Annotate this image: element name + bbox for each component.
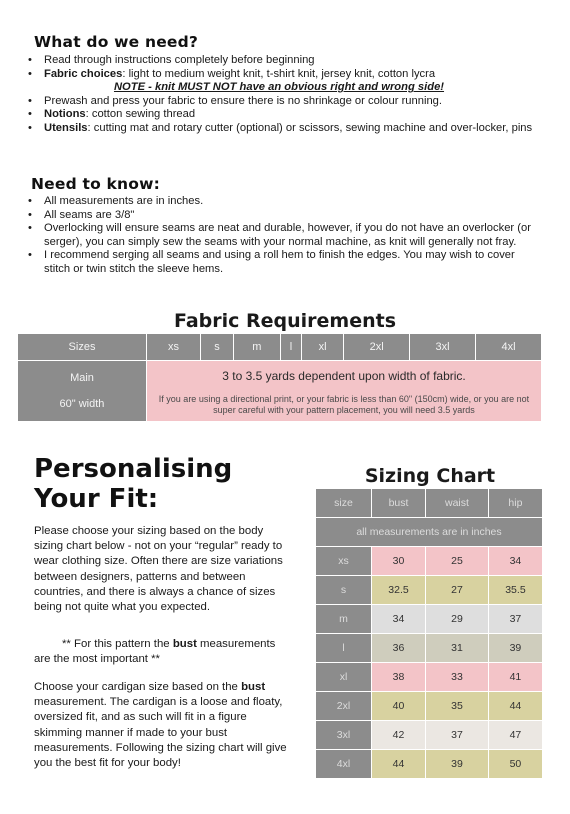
waist-cell: 33 (426, 663, 489, 692)
list-item: • Fabric choices: light to medium weight knit, t-shirt knit, jersey knit, cotton lycra (24, 68, 534, 82)
size-cell: m (316, 605, 372, 634)
size-cell: 3xl (316, 721, 372, 750)
header-cell: Sizes (18, 334, 147, 361)
sizing-chart-heading: Sizing Chart (364, 465, 496, 487)
list-item: • Notions: cotton sewing thread (24, 108, 534, 122)
waist-cell: 27 (426, 576, 489, 605)
list-item: • Read through instructions completely before beginning (24, 54, 534, 68)
header-cell: 4xl (476, 334, 542, 361)
bust-cell: 30 (372, 547, 426, 576)
size-cell: xs (316, 547, 372, 576)
fabric-main-row (18, 361, 542, 422)
fabric-requirements-heading: Fabric Requirements (173, 310, 397, 332)
waist-cell: 37 (426, 721, 489, 750)
need-to-know-list (24, 195, 534, 277)
table-row (316, 576, 543, 605)
header-cell: xs (147, 334, 201, 361)
header-cell: hip (488, 489, 542, 518)
waist-cell: 39 (426, 750, 489, 779)
table-row (316, 663, 543, 692)
yardage-cell (147, 361, 542, 422)
bust-important-paragraph: ** For this pattern the bust measurements are the most important ** (34, 638, 276, 666)
width-label: 60" width (59, 398, 105, 410)
table-row (316, 605, 543, 634)
inches-note: all measurements are in inches (316, 518, 543, 547)
bust-cell: 34 (372, 605, 426, 634)
table-row (316, 750, 543, 779)
yardage-note: If you are using a directional print, or your fabric is less than 60" (150cm) wide, or you are not super careful with your pattern placement, you will need 3.5 yards (158, 394, 530, 415)
hip-cell: 41 (488, 663, 542, 692)
waist-cell: 35 (426, 692, 489, 721)
bust-cell: 40 (372, 692, 426, 721)
header-cell: s (201, 334, 234, 361)
fabric-note: NOTE - knit MUST NOT have an obvious right and wrong side! (113, 81, 445, 94)
fabric-requirements-table (17, 333, 542, 422)
hip-cell: 35.5 (488, 576, 542, 605)
cardigan-size-paragraph: Choose your cardigan size based on the bust measurement. The cardigan is a loose and floaty, oversized fit, and as such will fit in a figure skimming manner if made to your bust measurements. Following the sizing chart will give you the best fit for your body! (34, 681, 287, 770)
header-cell: waist (426, 489, 489, 518)
main-label-cell (18, 361, 147, 422)
bust-cell: 42 (372, 721, 426, 750)
table-row (316, 547, 543, 576)
size-cell: xl (316, 663, 372, 692)
sizing-intro-paragraph: Please choose your sizing based on the body sizing chart below - not on your “regular” ready to wear clothing size. Often there are size variations between designers, patterns and between countries, and there is always a chance of sizes being not quite what you expected. (34, 525, 283, 614)
bust-cell: 32.5 (372, 576, 426, 605)
list-item: • Utensils: cutting mat and rotary cutter (optional) or scissors, sewing machine and over-locker, pins (24, 122, 534, 136)
list-item: • Overlocking will ensure seams are neat and durable, however, if you do not have an overlocker (or serger), you can simply sew the seams with your normal machine, as knit will generally not fray. (24, 222, 534, 249)
size-cell: 2xl (316, 692, 372, 721)
sizing-header-row (316, 489, 543, 518)
sizing-note-row (316, 518, 543, 547)
list-item: • All seams are 3/8" (24, 209, 534, 223)
table-row (316, 692, 543, 721)
bust-cell: 44 (372, 750, 426, 779)
hip-cell: 50 (488, 750, 542, 779)
header-cell: l (280, 334, 301, 361)
size-cell: s (316, 576, 372, 605)
table-row (316, 634, 543, 663)
yardage-text: 3 to 3.5 yards dependent upon width of fabric. (222, 369, 466, 383)
waist-cell: 25 (426, 547, 489, 576)
needs-list (24, 54, 534, 136)
what-we-need-heading: What do we need? (34, 33, 199, 51)
hip-cell: 44 (488, 692, 542, 721)
waist-cell: 29 (426, 605, 489, 634)
heading-line-2: Your Fit: (34, 484, 159, 514)
header-cell: 3xl (410, 334, 476, 361)
heading-line-1: Personalising (34, 454, 233, 484)
header-cell: bust (372, 489, 426, 518)
sizing-chart-table (315, 488, 543, 779)
header-cell: 2xl (344, 334, 410, 361)
list-item: • Prewash and press your fabric to ensure there is no shrinkage or colour running. (24, 95, 534, 109)
sizing-rows (316, 547, 543, 779)
size-cell: l (316, 634, 372, 663)
table-row (316, 721, 543, 750)
size-cell: 4xl (316, 750, 372, 779)
bust-cell: 38 (372, 663, 426, 692)
waist-cell: 31 (426, 634, 489, 663)
bust-cell: 36 (372, 634, 426, 663)
header-cell: size (316, 489, 372, 518)
hip-cell: 37 (488, 605, 542, 634)
hip-cell: 39 (488, 634, 542, 663)
list-item: • I recommend serging all seams and using a roll hem to finish the edges. You may wish to cover stitch or twin stitch the sleeve hems. (24, 249, 534, 276)
personalising-heading (34, 454, 232, 514)
need-to-know-heading: Need to know: (31, 175, 161, 193)
header-cell: m (233, 334, 280, 361)
main-label: Main (70, 372, 94, 384)
hip-cell: 34 (488, 547, 542, 576)
hip-cell: 47 (488, 721, 542, 750)
header-cell: xl (301, 334, 343, 361)
fabric-header-row (18, 334, 542, 361)
list-item: • All measurements are in inches. (24, 195, 534, 209)
